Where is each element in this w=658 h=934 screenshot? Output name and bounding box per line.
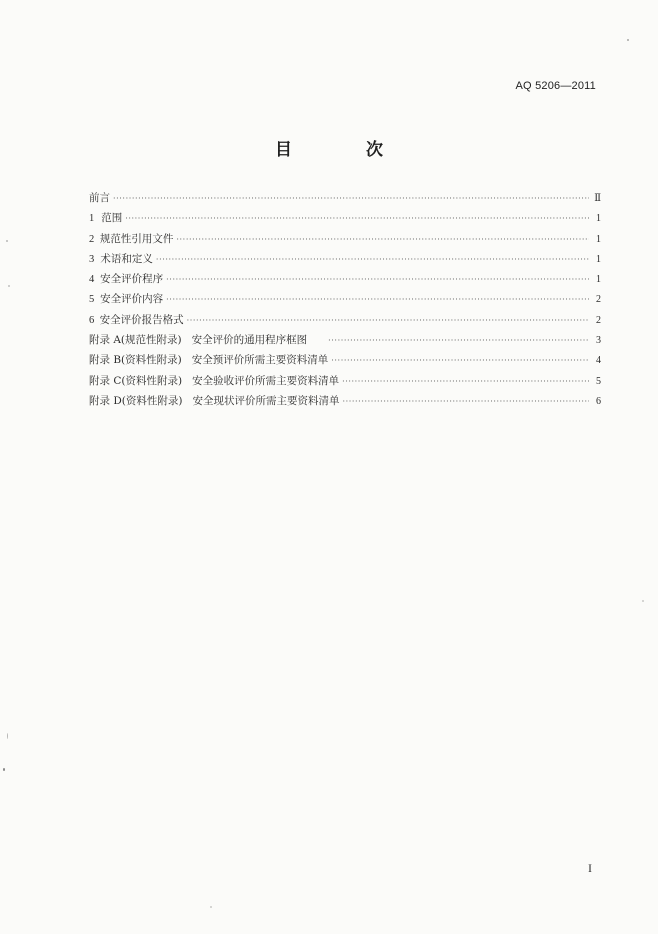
toc-entry-label: 安全评价内容: [100, 293, 164, 306]
toc-entry-appendix-d[interactable]: [89, 391, 601, 411]
toc-entry-label: 术语和定义: [100, 252, 153, 265]
page-number: I: [588, 861, 592, 875]
toc-entry-label: 安全评价程序: [100, 273, 164, 286]
toc-entry-page: 1: [596, 213, 601, 225]
scan-speck: [6, 240, 8, 242]
toc-entry-number: 3: [89, 253, 95, 265]
page-title: 目 次: [275, 140, 417, 160]
toc-dot-leader: [156, 250, 589, 270]
toc-dot-leader: [342, 372, 589, 392]
toc-entry-label: 附录 D(资料性附录) 安全现状评价所需主要资料清单: [89, 394, 340, 407]
toc-entry-number: 6: [89, 314, 95, 326]
scan-speck: [8, 285, 10, 287]
toc-entry-number: 5: [89, 294, 95, 306]
toc-entry-evaluation-procedure[interactable]: [89, 269, 601, 289]
toc-entry-page: 1: [596, 274, 601, 286]
toc-entry-number: 1: [89, 213, 95, 225]
toc-dot-leader: [176, 230, 589, 250]
toc-entry-evaluation-content[interactable]: [89, 289, 601, 309]
toc-dot-leader: [310, 331, 589, 351]
toc-entry-label: 附录 A(规范性附录) 安全评价的通用程序框图: [89, 334, 308, 347]
toc-entry-normative-references[interactable]: [89, 229, 601, 249]
toc-entry-page: 2: [596, 294, 601, 306]
toc-entry-report-format[interactable]: [89, 310, 601, 330]
toc-entry-appendix-c[interactable]: [89, 371, 601, 391]
toc-entry-label: 规范性引用文件: [99, 232, 174, 245]
scan-speck: [642, 600, 644, 602]
toc-dot-leader: [342, 392, 589, 412]
toc-entry-number: 2: [89, 233, 95, 245]
toc-dot-leader: [331, 351, 589, 371]
toc-dot-leader: [125, 209, 589, 229]
scan-speck: [627, 39, 629, 41]
toc-dot-leader: [187, 311, 589, 331]
toc-entry-page: 5: [596, 375, 601, 387]
standard-code: AQ 5206—2011: [515, 80, 596, 92]
toc-entry-scope[interactable]: [89, 208, 601, 228]
table-of-contents: [89, 188, 601, 411]
toc-entry-label: 范围: [101, 212, 123, 225]
toc-entry-label: 附录 B(资料性附录) 安全预评价所需主要资料清单: [89, 354, 329, 367]
toc-entry-foreword[interactable]: [89, 188, 601, 208]
toc-entry-appendix-a[interactable]: [89, 330, 601, 350]
toc-entry-page: 2: [596, 314, 601, 326]
toc-entry-page: 4: [596, 355, 601, 367]
toc-entry-page: 1: [596, 233, 601, 245]
toc-entry-number: 4: [89, 274, 95, 286]
toc-entry-label: 附录 C(资料性附录) 安全验收评价所需主要资料清单: [89, 374, 340, 387]
toc-entry-label: 安全评价报告格式: [99, 313, 184, 326]
toc-entry-page: Ⅱ: [594, 193, 601, 204]
toc-entry-page: 6: [596, 395, 601, 407]
scan-speck: [7, 733, 8, 739]
scan-speck: [210, 906, 212, 908]
scan-speck: [3, 768, 5, 771]
toc-entry-label: 前言: [89, 192, 110, 204]
toc-dot-leader: [166, 290, 589, 310]
toc-entry-appendix-b[interactable]: [89, 350, 601, 370]
toc-entry-terms-definitions[interactable]: [89, 249, 601, 269]
toc-dot-leader: [166, 270, 589, 290]
toc-entry-page: 1: [596, 253, 601, 265]
toc-dot-leader: [113, 189, 589, 209]
toc-entry-page: 3: [596, 335, 601, 347]
